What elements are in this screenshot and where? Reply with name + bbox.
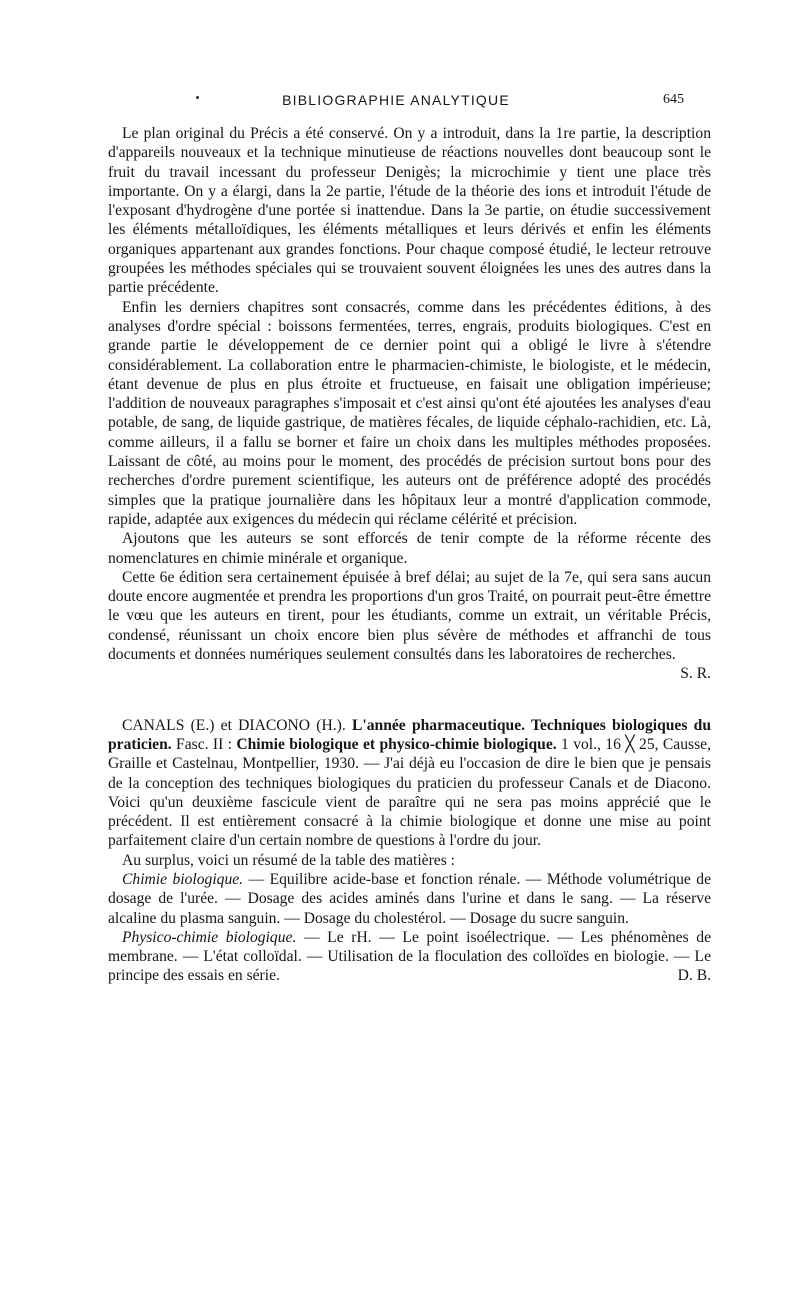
review1-paragraph-2: Enfin les derniers chapitres sont consacrés, comme dans les précédentes éditions, à des analyses d'ordre spécial : boissons fermentées, terres, engrais, produits biologiques. C'est en grande partie le développement de ce dernier point qui a obligé le livre à s'étendre considérablement. La collaboration entre le pharmacien-chimiste, le biologiste, et le médecin, étant devenue de plus en plus étroite et fructueuse, en faisait une obligation impérieuse; l'addition de nouveaux paragraphes s'imposait et c'est ainsi qu'ont été ajoutées les analyses d'eau potable, de sang, de liquide gastrique, de matières fécales, de liquide céphalo-rachidien, etc. Là, comme ailleurs, il a fallu se borner et faire un choix dans les multiples méthodes proposées. Laissant de côté, au moins pour le moment, des procédés de précision surtout bons pour des recherches d'ordre purement scientifique, les auteurs ont de préférence adopté des procédés simples que la pratique journalière dans les hôpitaux leur a montré d'application commode, rapide, adaptée aux exigences du médecin qui réclame célérité et précision. [108, 298, 711, 528]
review1-paragraph-3: Ajoutons que les auteurs se sont efforcés de tenir compte de la réforme récente des nomenclatures en chimie minérale et organique. [108, 530, 711, 567]
review1-signature: S. R. [680, 665, 711, 683]
running-head [108, 92, 684, 114]
review2-physico-text: — Le rH. — Le point isoélectrique. — Les phénomènes de membrane. — L'état colloïdal. — Utilisation de la floculation des colloïdes en biologie. — Le principe des essais en série. [108, 928, 711, 985]
running-title: BIBLIOGRAPHIE ANALYTIQUE [282, 92, 510, 108]
section-gap [108, 684, 711, 716]
review2-fasc-label: Fasc. II : [176, 735, 232, 753]
review2-paragraph-4 [108, 928, 711, 986]
review2-paragraph-3 [108, 870, 711, 928]
review2-signature: D. B. [677, 967, 711, 985]
review1-paragraph-4 [108, 568, 711, 684]
page-body [108, 124, 711, 986]
review2-physico-heading: Physico-chimie biologique. [122, 928, 297, 946]
review2-chimie-text: — Equilibre acide-base et fonction rénale. — Méthode volumétrique de dosage de l'urée. — Dosage des acides aminés dans l'urine et dans le sang. — La réserve alcaline du plasma sanguin. — Dosage du cholestérol. — Dosage du sucre sanguin. [108, 870, 711, 927]
review2-bibliographic-details: 1 vol., 16 ╳ 25, Causse, Graille et Castelnau, Montpellier, 1930. [108, 735, 711, 773]
review2-chimie-heading: Chimie biologique. [122, 870, 244, 888]
review2-paragraph-2: Au surplus, voici un résumé de la table des matières : [122, 851, 456, 869]
review1-paragraph-4-text: Cette 6e édition sera certainement épuisée à bref délai; au sujet de la 7e, qui sera sans aucun doute encore augmentée et prendra les proportions d'un gros Traité, on pourrait peut-être émettre le vœu que les auteurs en tirent, pour les étudiants, comme un extrait, un véritable Précis, condensé, réunissant un choix encore bien plus sévère de méthodes et affranchi de tous documents et données numériques seulement consultés dans les laboratoires de recherches. [108, 568, 711, 664]
review2-paragraph-1 [108, 716, 711, 851]
page-number: 645 [663, 92, 684, 107]
review2-title: L'année pharmaceutique. Techniques biologiques du praticien. [108, 716, 712, 753]
review2-paragraph-1-text: — J'ai déjà eu l'occasion de dire le bien que je pensais de la conception des techniques biologiques du praticien du professeur Canals et de Diacono. Voici qu'un deuxième fascicule vient de paraître qui ne sera pas moins apprécié que le précédent. Il est entièrement consacré à la chimie biologique et donne une mise au point parfaitement claire d'un certain nombre de questions à l'ordre du jour. [108, 755, 712, 850]
review1-paragraph-1: Le plan original du Précis a été conservé. On y a introduit, dans la 1re partie, la description d'appareils nouveaux et la technique minutieuse de réactions nouvelles dont beaucoup sont le fruit du travail incessant du professeur Denigès; la microchimie y tient une place très importante. On y a élargi, dans la 2e partie, l'étude de la théorie des ions et introduit l'étude de l'exposant d'hydrogène d'une portée si inattendue. Dans la 3e partie, on étudie successivement les éléments métalloïdiques, les éléments métalliques et leurs dérivés et enfin les éléments organiques appartenant aux grandes fonctions. Pour chaque composé étudié, le lecteur retrouve groupées les méthodes spéciales qui se trouvaient souvent éloignées les unes des autres dans la partie précédente. [108, 125, 711, 297]
review2-authors: CANALS (E.) et DIACONO (H.). [122, 716, 346, 734]
review2-fasc-title: Chimie biologique et physico-chimie biologique. [236, 735, 557, 753]
